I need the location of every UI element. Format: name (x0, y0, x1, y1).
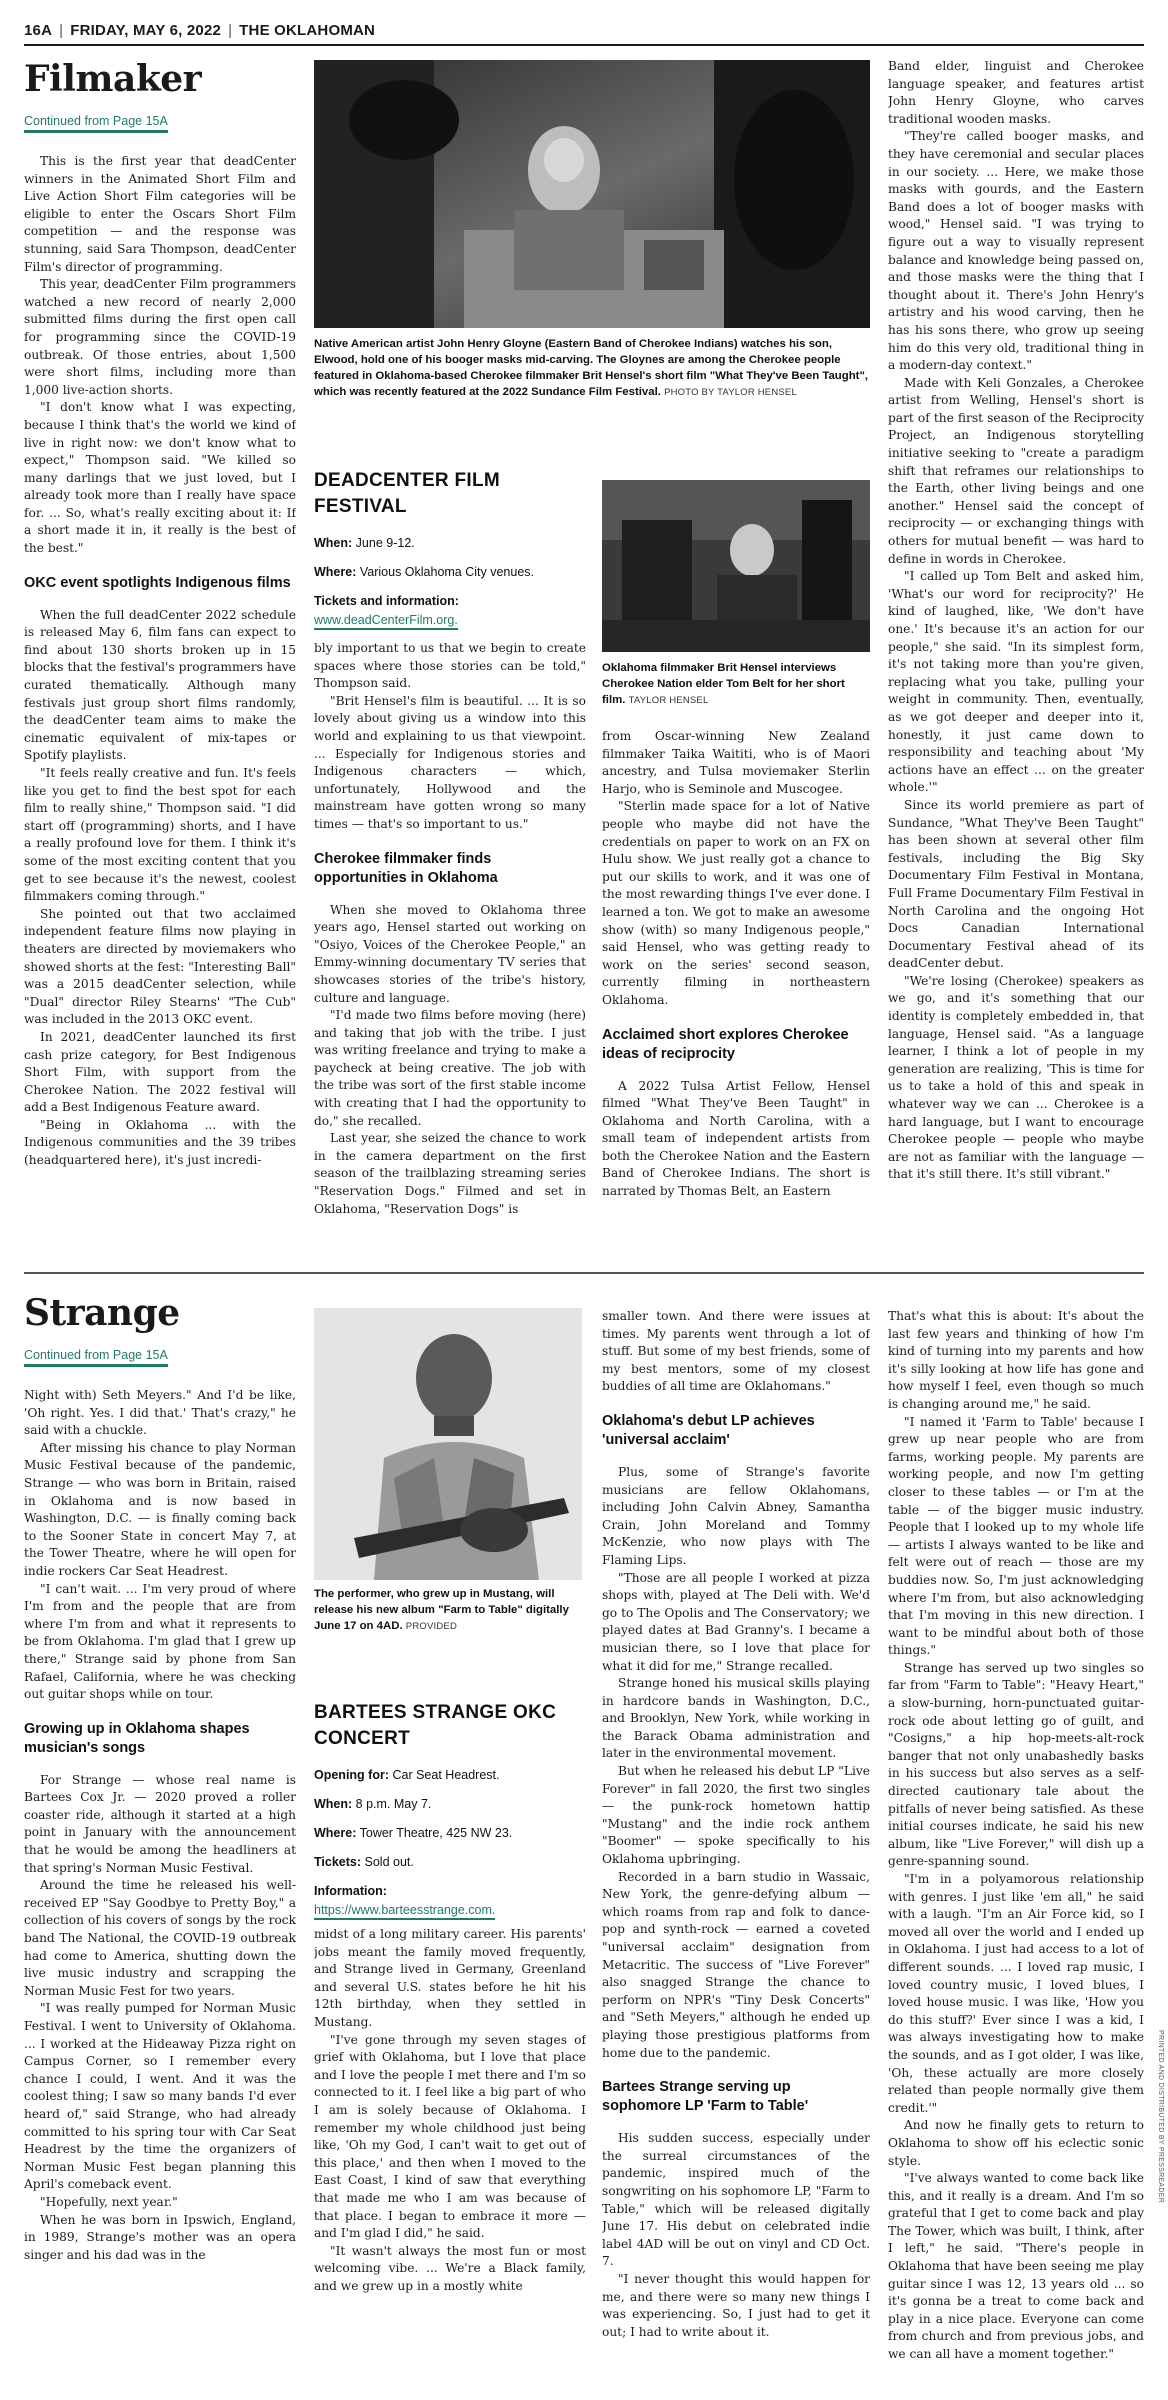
paragraph: Last year, she seized the chance to work in the camera department on the first season of the trailblazing streaming series "Reservation Dogs." Filmed and set in Oklahoma, "Reservation Dogs" is (314, 1131, 586, 1216)
paragraph: "I called up Tom Belt and asked him, 'What's our word for reciprocity?' He kind of laughed, like, 'We don't have one.' It's because it's an action for our people," she said. "In its simplest form, it's not taking more than you're given, replacing what you take, pulling your weight in community. Then, eventually, as we got deeper and deeper into it, honestly, it just came down to responsibility and teaching about 'My actions have an effect ... on the greater whole.'" (888, 569, 1144, 795)
strange-column-2 (314, 1926, 586, 2392)
paragraph: Around the time he released his well-received EP "Say Goodbye to Pretty Boy," a collection of his covers of songs by the rock band The National, the COVID-19 outbreak had come to America, shutting down the live music industry and scrapping the Norman Music Fest for two years. (24, 1878, 296, 1998)
opening-act: Car Seat Headrest. (392, 1768, 500, 1782)
festival-website-link[interactable]: www.deadCenterFilm.org. (314, 613, 458, 630)
event-date: June 9-12. (355, 536, 415, 550)
paragraph: When the full deadCenter 2022 schedule is released May 6, film fans can expect to find about 130 shorts broken up in 15 blocks that the festival's programmers have curated thematically. Although many festivals just group short films randomly, the deadCenter team aims to make the cinematic equivalent of mix-tapes or Spotify playlists. (24, 607, 296, 763)
paragraph: midst of a long military career. His parents' jobs meant the family moved frequently, and Strange lived in Germany, Greenland and several U.S. states before he hit his 12th birthday, when they settled in Mustang. (314, 1927, 586, 2029)
interview-photo (602, 480, 870, 652)
paragraph: Strange honed his musical skills playing in hardcore bands in Washington, D.C., and Brooklyn, New York, while working in the Barack Obama administration and later in the environmental movement. (602, 1676, 870, 1761)
photo-caption: Native American artist John Henry Gloyne (Eastern Band of Cherokee Indians) watches his son, Elwood, hold one of his booger masks mid-carving. The Gloynes are among the Cherokee people featured in Oklahoma-based Cherokee filmmaker Brit Hensel's short film "What They've Been Taught", which was recently featured at the 2022 Sundance Film Festival. PHOTO BY TAYLOR HENSEL (314, 338, 869, 398)
paragraph: "Hopefully, next year." (40, 2194, 178, 2209)
paragraph: Band elder, linguist and Cherokee language speaker, and features artist John Henry Gloyne, who carves traditional wooden masks. (888, 59, 1144, 126)
subhead: Oklahoma's debut LP achieves 'universal acclaim' (602, 1412, 815, 1448)
artist-website-link[interactable]: https://www.barteesstrange.com. (314, 1903, 495, 1920)
paragraph: "Brit Hensel's film is beautiful. ... It is so lovely about giving us a window into this world and explaining to us that viewpoint. ... Especially for Indigenous stories and Indigenous characters — which, unfortunately, Hollywood and the mainstream have gotten wrong so many times — that's so important to us." (314, 693, 586, 831)
event-venue: Tower Theatre, 425 NW 23. (359, 1826, 513, 1840)
paragraph: "I can't wait. ... I'm very proud of where I'm from and the people that are from where I'm from and what it represents to be from Oklahoma. I'm glad that I grew up there," Strange said by phone from San Rafael, California, where he was checking out guitar shops while on tour. (24, 1581, 296, 1702)
paragraph: That's what this is about: It's about the last few years and thinking of how I'm kind of turning into my parents and how it's silly looking at how life has gone and how myself I feel, even though so much is changing around me," he said. (888, 1309, 1144, 1411)
subhead: Cherokee filmmaker finds opportunities in Oklahoma (314, 850, 498, 886)
paragraph: Strange has served up two singles so far from "Farm to Table": "Heavy Heart," a slow-burning, horn-punctuated guitar-rock ode about letting go of guilt, and "Cosigns," a hip hop-meets-alt-rock banger that not only unabashedly basks in his success but also serves as a self-directed cautionary tale about the pitfalls of never being satisfied. As these initial courses indicate, he said his new album, like "Live Forever," will dish up a genre-spanning sound. (888, 1660, 1144, 1869)
photo-caption: Oklahoma filmmaker Brit Hensel interviews Cherokee Nation elder Tom Belt for her short film. TAYLOR HENSEL (602, 662, 845, 706)
filmaker-column-3 (602, 728, 870, 1258)
paragraph: This year, deadCenter Film programmers watched a new record of nearly 2,000 submitted films during the first open call for programming since the COVID-19 outbreak. Of those entries, about 1,500 were short films, including more than 1,000 live-action shorts. (24, 277, 296, 397)
photo-credit: TAYLOR HENSEL (628, 695, 709, 706)
paragraph: "Being in Oklahoma ... with the Indigenous communities and the 39 tribes (headquartered here), it's just incredi- (24, 1117, 296, 1168)
paragraph: "I've gone through my seven stages of grief with Oklahoma, but I love that place and I love the people I met there and I'm so connected to it. I feel like a big part of who I am is solely because of Oklahoma. I remember my whole childhood just being like, 'Oh my God, I can't wait to get out of this place,' and then when I moved to the East Coast, I kind of saw that everything that made me who I am was because of that place. I began to embrace it more — and I'm glad I did," he said. (314, 2032, 586, 2241)
paragraph: This is the first year that deadCenter winners in the Animated Short Film and Live Action Short Film categories will be eligible to enter the Oscars Short Film competition — and the response was stunning, said Sara Thompson, deadCenter Film's director of programming. (24, 154, 296, 274)
paragraph: And now he finally gets to return to Oklahoma to show off his eclectic sonic style. (888, 2118, 1144, 2168)
filmaker-column-4 (888, 58, 1144, 1258)
strange-column-3 (602, 1308, 870, 2392)
paragraph: "Sterlin made space for a lot of Native people who maybe did not have the credentials on paper to work on an FX on Hulu show. We just really got a chance to put our skills to work, and it was one of the most rewarding things I've ever done. I learned a ton. We got to make an awesome show (with) so many Indigenous people," said Hensel, who was getting ready to work on the series' second season, currently filming in northeastern Oklahoma. (602, 799, 870, 1007)
photo-credit: PROVIDED (405, 1621, 458, 1632)
paragraph: A 2022 Tulsa Artist Fellow, Hensel filmed "What They've Been Taught" in Oklahoma and North Carolina, with a small team of independent artists from both the Cherokee Nation and the Eastern Band of Cherokee Indians. The short is narrated by Thomas Belt, an Eastern (602, 1078, 870, 1199)
subhead: Acclaimed short explores Cherokee ideas of reciprocity (602, 1026, 849, 1062)
subhead: Growing up in Oklahoma shapes musician's songs (24, 1720, 250, 1756)
continued-link[interactable]: Continued from Page 15A (24, 1348, 168, 1367)
paragraph: "I've always wanted to come back like this, and it really is a dream. And I'm so grateful that I get to come back and play The Tower, which was built, I think, after I left," he said. "There's people in Oklahoma that have been seeing me play guitar since I was 12, 13 years old ... so it's gonna be a treat to come back and play in a nice place. Everyone can come from church and from previous jobs, and we can all have a moment together." (888, 2171, 1144, 2362)
paragraph: For Strange — whose real name is Bartees Cox Jr. — 2020 proved a roller coaster ride, although it started at a high point in January with the announcement that he would be among the headliners at that spring's Norman Music Festival. (24, 1772, 296, 1875)
paragraph: "Those are all people I worked at pizza shops with, played at The Deli with. We'd go to The Opolis and The Conservatory; we played dates at Bad Granny's. I became a musician there, so I love that place for what it did for me," Strange recalled. (602, 1570, 870, 1673)
info-box-title: DEADCENTER FILM FESTIVAL (314, 470, 501, 517)
paragraph: Since its world premiere as part of Sundance, "What They've Been Taught" has been shown at several other film festivals, including the Big Sky Documentary Film Festival in Montana, Full Frame Documentary Film Festival in North Carolina and the ongoing Hot Docs Canadian International Documentary Festival ahead of its deadCenter debut. (888, 797, 1144, 971)
section-divider (24, 1272, 1144, 1274)
paragraph: But when he released his debut LP "Live Forever" in fall 2020, the first two singles — the punk-rock hometown hattip "Mustang" and the indie rock anthem "Boomer" — spoke specifically to his Oklahoma upbringing. (602, 1764, 870, 1867)
paragraph: "It wasn't always the most fun or most welcoming vibe. ... We're a Black family, and we grew up in a mostly white (314, 2243, 586, 2293)
subhead: Bartees Strange serving up sophomore LP 'Farm to Table' (602, 2079, 809, 2115)
page-date: FRIDAY, MAY 6, 2022 (70, 22, 222, 39)
page-header: 16A | FRIDAY, MAY 6, 2022 | THE OKLAHOMAN (24, 22, 376, 39)
paragraph: "They're called booger masks, and they have ceremonial and secular places in our society. ... Here, we make those masks with gourds, and the Eastern Band does a lot of booger masks with wood," Hensel said. "I was trying to figure out a way to visually represent balance and knowledge being passed on, and those masks were the thing that I thought about it. There's John Henry's artistry and his wood carving, then he has his sons there, who grow up seeing him do this very old, traditional thing in a modern-day context." (888, 129, 1144, 373)
filmaker-column-1 (24, 58, 296, 1258)
paragraph: "I never thought this would happen for me, and there were so many new things I was experiencing. So, I just had to get it out; I had to write about it. (602, 2271, 870, 2339)
festival-info-box: DEADCENTER FILM FESTIVAL When: June 9-12. Where: Various Oklahoma City venues. Tickets and information: www.deadCenterFilm.org. (314, 468, 586, 640)
paragraph: bly important to us that we begin to create spaces where those stories can be told," Thompson said. (314, 641, 586, 691)
paragraph: Recorded in a barn studio in Wassaic, New York, the genre-defying album — which roams from rap and folk to dance-pop and synth-rock — earned a coveted "universal acclaim" designation from Metacritic. The success of "Live Forever" also snagged Strange the chance to perform on NPR's "Tiny Desk Concerts" and "Seth Meyers," although he ended up playing those prestigious platforms from home due to the pandemic. (602, 1869, 870, 2060)
paragraph: smaller town. And there were issues at times. My parents went through a lot of stuff. But some of my best friends, some of my best mentors, some of my closest buddies of all time are Oklahomans." (602, 1309, 870, 1394)
photo-credit: PHOTO BY TAYLOR HENSEL (664, 387, 797, 398)
ticket-status: Sold out. (364, 1855, 414, 1869)
paragraph: "I was really pumped for Norman Music Festival. I went to University of Oklahoma. ... I worked at the Hideaway Pizza right on Campus Corner, so I remember every chance I could, I went. And it was the coolest thing; I saw so many bands I'd ever heard of," said Strange, who had already committed to his spring tour with Car Seat Headrest by the time the organizers of Norman Music Fest began planning this April's comeback event. (24, 2001, 296, 2192)
header-rule (24, 44, 1144, 46)
paragraph: When she moved to Oklahoma three years ago, Hensel started out working on "Osiyo, Voices of the Cherokee People," an Emmy-winning documentary TV series that showcases stories of the tribe's history, culture and language. (314, 902, 586, 1005)
paragraph: "I don't know what I was expecting, because I think that's the world we kind of live in right now: we don't know what to expect," Thompson said. "We killed so many darlings that we just loved, but I already took more than I really have space for. ... So, what's really exciting about it: If a short made it in, it really is the best of the best." (24, 400, 296, 556)
paragraph: Plus, some of Strange's favorite musicians are fellow Oklahomans, including John Calvin Abney, Samantha Crain, John Moreland and Tommy McKenzie, who now plays with The Flaming Lips. (602, 1464, 870, 1567)
concert-info-box: BARTEES STRANGE OKC CONCERT Opening for: Car Seat Headrest. When: 8 p.m. May 7. Where: Tower Theatre, 425 NW 23. Tickets: Sold out. Information: https://www.barteesstrange.com. (314, 1700, 586, 1930)
paragraph: "I named it 'Farm to Table' because I grew up near people who are from farms, working people. My parents are working people, and now I'm getting closer to these tables — or I'm at the table — of the bigger music industry. People that I looked up to my whole life — artists I always wanted to be like and felt were out of reach — those are my buddies now. So, I'm just acknowledging where I'm from, but also acknowledging that I'm moving in this new direction. I want to be mindful about both of those things." (888, 1414, 1144, 1658)
info-box-title: BARTEES STRANGE OKC CONCERT (314, 1702, 557, 1749)
paragraph: She pointed out that two acclaimed independent feature films now playing in theaters are directed by moviemakers who showed shorts at the fest: "Interesting Ball" was a 2015 deadCenter selection, while "Dual" director Riley Stearns' "The Cub" was included in the 2013 OKC event. (24, 906, 296, 1027)
mask-carving-photo (314, 60, 870, 328)
paragraph: Night with) Seth Meyers." And I'd be like, 'Oh right. Yes. I did that.' That's crazy," he said with a chuckle. (24, 1388, 296, 1438)
paragraph: When he was born in Ipswich, England, in 1989, Strange's mother was an opera singer and his dad was in the (24, 2212, 296, 2262)
side-credit: PRINTED AND DISTRIBUTED BY PRESSREADER (1157, 2030, 1164, 2204)
event-date: 8 p.m. May 7. (355, 1797, 432, 1811)
continued-link[interactable]: Continued from Page 15A (24, 114, 168, 133)
subhead: OKC event spotlights Indigenous films (24, 574, 291, 591)
photo-caption: The performer, who grew up in Mustang, will release his new album "Farm to Table" digitally June 17 on 4AD. PROVIDED (314, 1588, 569, 1632)
paragraph: "It feels really creative and fun. It's feels like you get to find the best spot for each film to really shine," Thompson said. "I did start off (programming) shorts, and I have a really profound love for them. I think it's some of the most exciting content that you get to see because it's the newest, coolest filmmakers coming through." (24, 766, 296, 904)
page-number: 16A (24, 22, 53, 39)
paragraph: Made with Keli Gonzales, a Cherokee artist from Welling, Hensel's short is part of the first season of the Reciprocity Project, an Indigenous storytelling initiative seeking to "create a paradigm shift that reframes our relationships to the Earth, other living beings and one another." Hensel said the concept of reciprocity — or exchanging things with others for mutual benefit — was hard to define in words in Cherokee. (888, 375, 1144, 566)
paragraph: "We're losing (Cherokee) speakers as we go, and it's something that our identity is completely embedded in, that language, Hensel said. "As a language learner, I think a lot of people in my generation are realizing, 'This is time for us to take a hold of this and speak in whatever way we can ... Cherokee is a hard language, but I want to encourage Cherokee people — people who maybe are not as familiar with the language — that it's still there. It's still vibrant." (888, 973, 1144, 1182)
strange-column-4 (888, 1308, 1144, 2392)
paragraph: In 2021, deadCenter launched its first cash prize category, for Best Indigenous Short Film, with support from the Cherokee Nation. The 2022 festival will add a Best Indigenous Feature award. (24, 1029, 296, 1115)
event-venue: Various Oklahoma City venues. (359, 565, 535, 579)
story-headline: Strange (24, 1292, 180, 1334)
paragraph: After missing his chance to play Norman Music Festival because of the pandemic, Strange — who was born in Britain, raised in Oklahoma and is now based in Washington, D.C. — is finally coming back to the Sooner State in concert May 7, at the Tower Theatre, where he will open for indie rockers Car Seat Headrest. (24, 1440, 296, 1578)
story-headline: Filmaker (24, 58, 202, 100)
paragraph: "I'm in a polyamorous relationship with genres. I just like 'em all," he said with a laugh. "I'm an Air Force kid, so I moved all over the world and I ended up in Oklahoma. I just had access to a lot of different sounds. ... I loved rap music, I loved country music, I loved blues, I loved house music. I was like, 'How you do this stuff?' Ever since I was a kid, I was always investigating how to make the sounds, and as I got older, I was like, 'Oh, these actually are more closely related than people normally give them credit.'" (888, 1872, 1144, 2115)
strange-column-1 (24, 1292, 296, 2392)
filmaker-column-2 (314, 640, 586, 1258)
paragraph: His sudden success, especially under the surreal circumstances of the pandemic, inspired much of the songwriting on his sophomore LP, "Farm to Table," which will be released digitally June 17. His debut on celebrated indie label 4AD will be out on vinyl and CD Oct. 7. (602, 2131, 870, 2269)
musician-portrait-photo (314, 1308, 582, 1580)
paragraph: from Oscar-winning New Zealand filmmaker Taika Waititi, who is of Maori ancestry, and Tulsa moviemaker Sterlin Harjo, who is Seminole and Muscogee. (602, 729, 870, 796)
paragraph: "I'd made two films before moving (here) and taking that job with the tribe. I just was writing freelance and trying to make a paycheck at being creative. The job with the tribe was sort of the first stable income with creating that I had the opportunity to do," she recalled. (314, 1008, 586, 1128)
newspaper-name: THE OKLAHOMAN (239, 22, 376, 39)
